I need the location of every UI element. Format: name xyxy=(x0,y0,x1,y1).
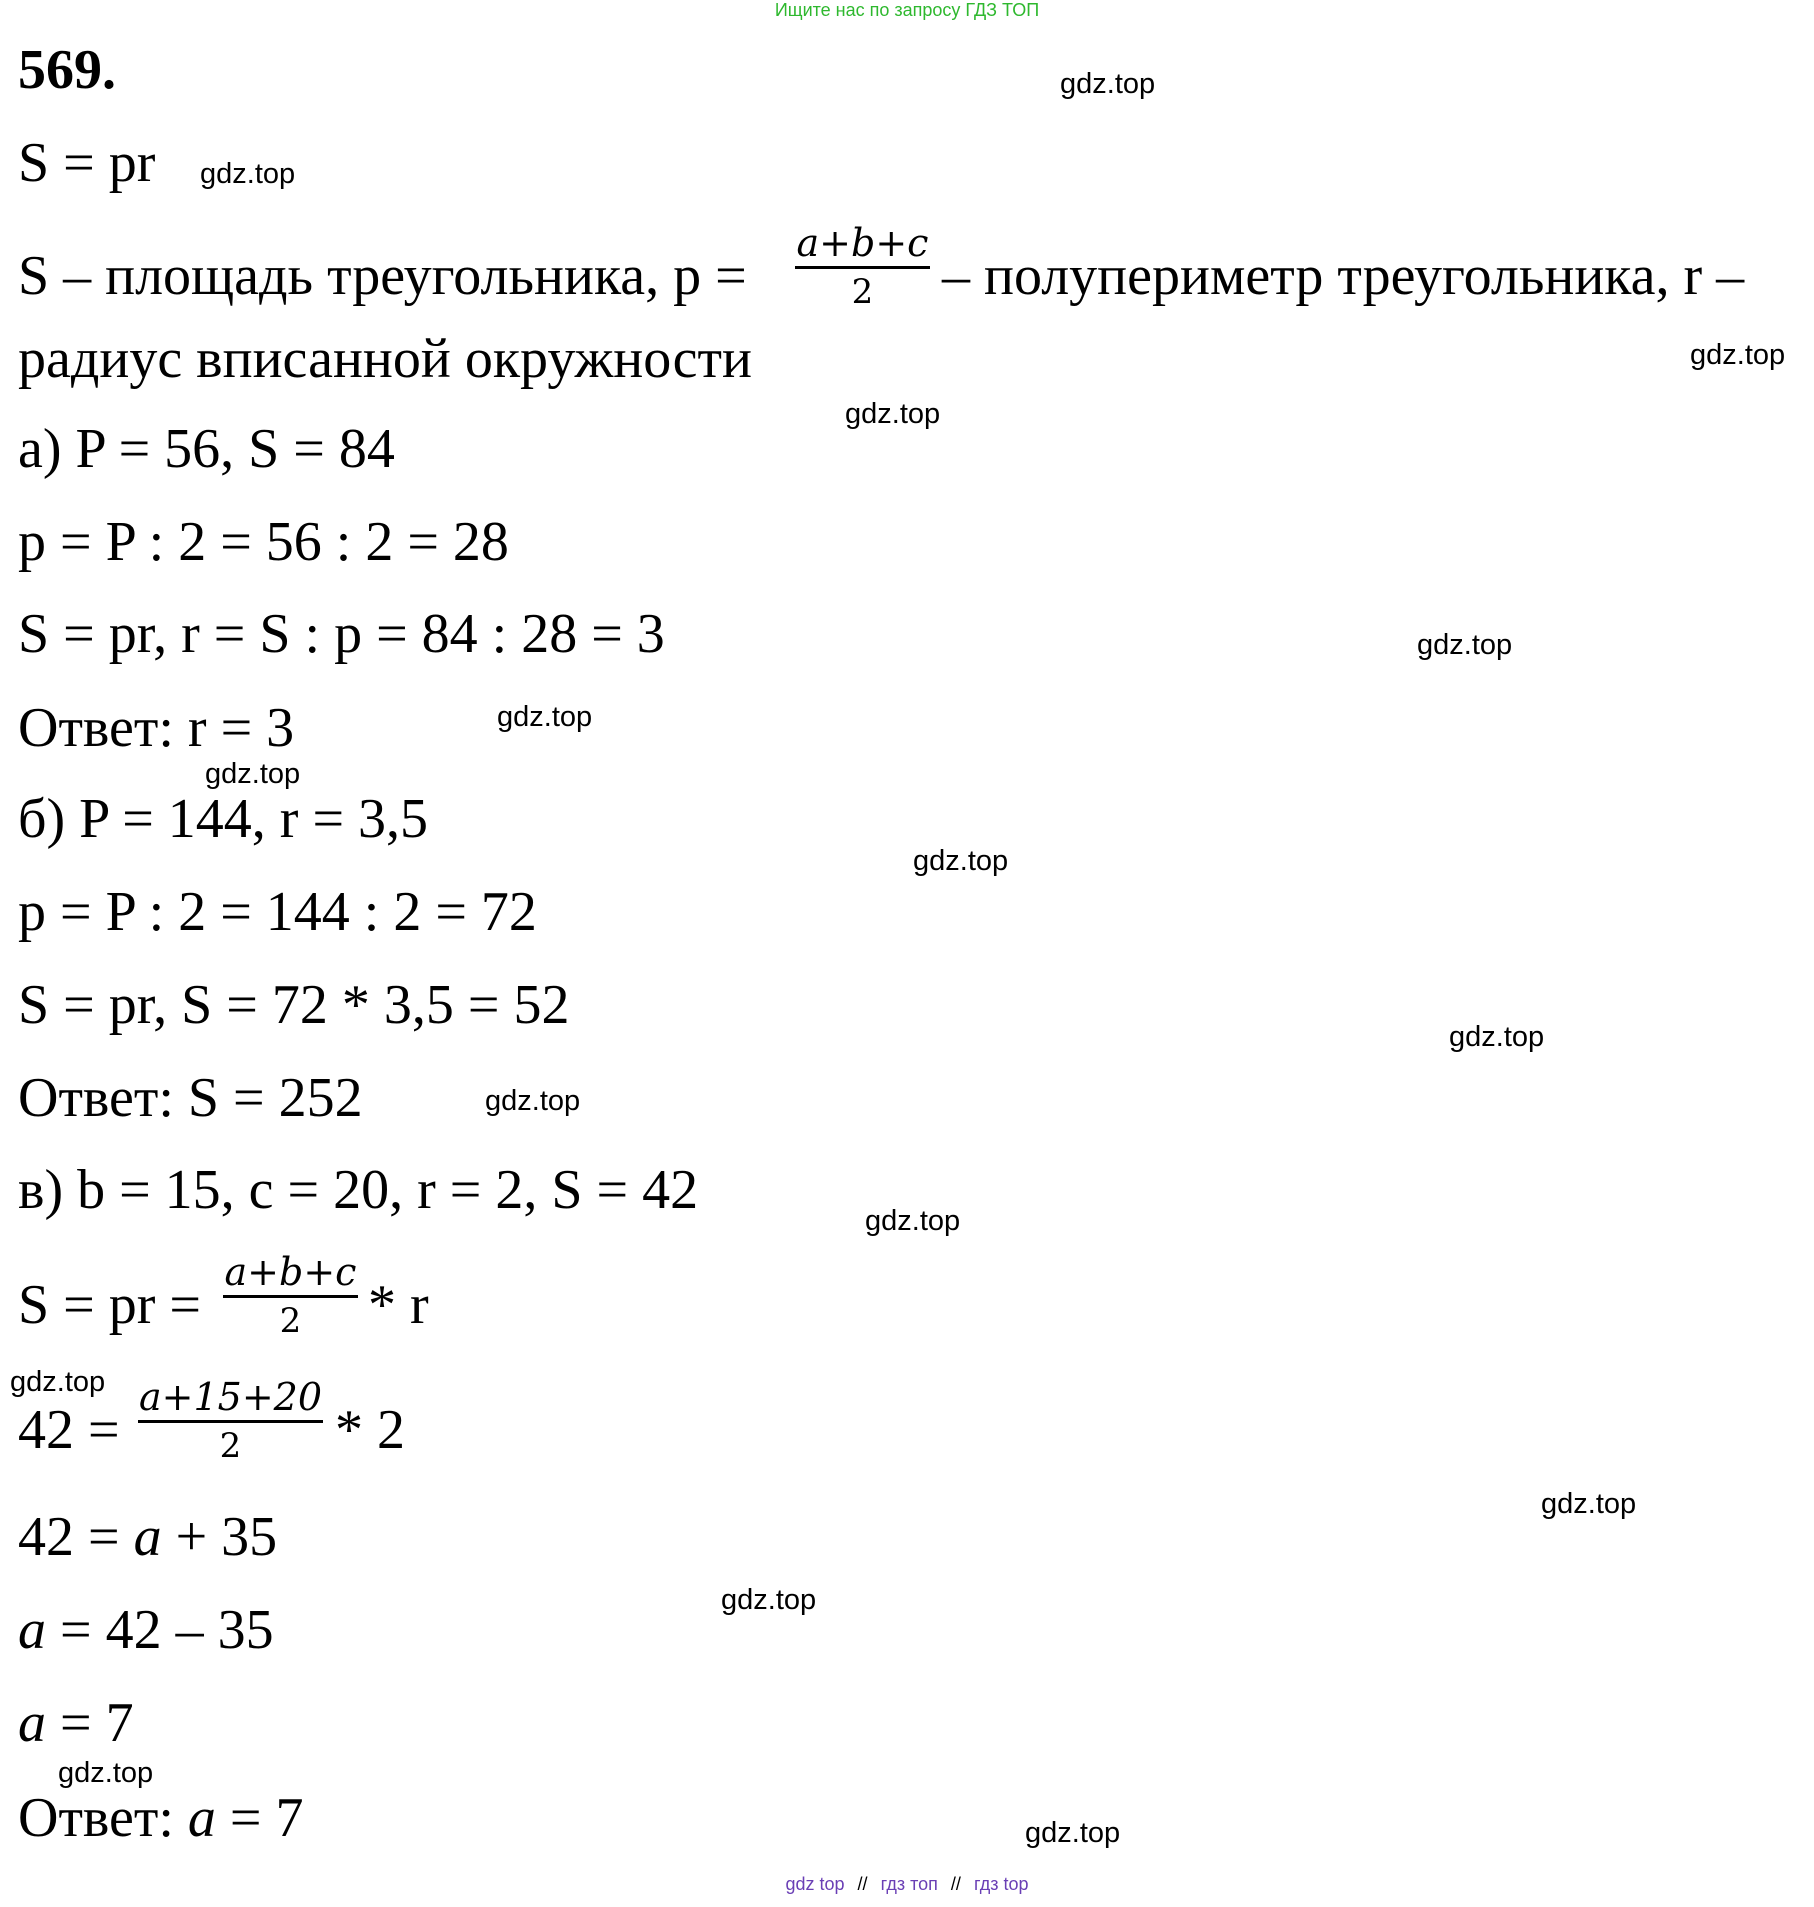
eq4-right: = 42 – 35 xyxy=(60,1599,274,1661)
answer-prefix: Ответ: xyxy=(18,1787,174,1849)
watermark: gdz.top xyxy=(1541,1488,1637,1520)
watermark: gdz.top xyxy=(485,1085,581,1117)
footer-link-gdz-top-ru[interactable]: гдз топ xyxy=(880,1874,938,1894)
area-formula: S = pr xyxy=(18,132,156,194)
part-c-eq5 xyxy=(18,1692,134,1754)
part-c-given: в) b = 15, c = 20, r = 2, S = 42 xyxy=(18,1159,699,1221)
footer-link-gdz-top-mixed[interactable]: гдз top xyxy=(973,1874,1029,1894)
fraction-denominator: 2 xyxy=(851,272,874,312)
part-c-eq2-right: * 2 xyxy=(335,1399,405,1461)
part-c-eq2-left: 42 = xyxy=(18,1399,120,1461)
fraction-numerator: a+b+c xyxy=(796,221,929,265)
part-b-given: б) P = 144, r = 3,5 xyxy=(18,788,429,850)
watermark: gdz.top xyxy=(1449,1021,1545,1053)
part-b-step1: p = P : 2 = 144 : 2 = 72 xyxy=(18,881,537,943)
watermark: gdz.top xyxy=(1417,629,1513,661)
eq3-left: 42 = xyxy=(18,1506,120,1568)
part-c-eq1-right: * r xyxy=(368,1274,429,1336)
fraction-numerator: a+15+20 xyxy=(138,1375,323,1419)
eq5-right: = 7 xyxy=(60,1692,134,1754)
fraction-bar xyxy=(795,266,930,269)
definition-part2: – полупериметр треугольника, r – xyxy=(942,245,1745,307)
part-b-answer: Ответ: S = 252 xyxy=(18,1067,363,1129)
answer-variable: a xyxy=(187,1787,216,1849)
watermark: gdz.top xyxy=(1690,339,1786,371)
footer-links xyxy=(0,1874,1814,1895)
watermark: gdz.top xyxy=(1060,68,1156,100)
watermark: gdz.top xyxy=(721,1584,817,1616)
eq5-variable: a xyxy=(18,1692,46,1754)
part-a-step1: p = P : 2 = 56 : 2 = 28 xyxy=(18,511,509,573)
semiperimeter-fraction xyxy=(795,221,930,312)
fraction-denominator: 2 xyxy=(219,1426,242,1466)
part-a-answer: Ответ: r = 3 xyxy=(18,697,295,759)
watermark: gdz.top xyxy=(497,701,593,733)
fraction-bar xyxy=(223,1295,358,1298)
watermark: gdz.top xyxy=(10,1366,106,1398)
eq4-variable: a xyxy=(18,1599,46,1661)
part-b-step2: S = pr, S = 72 * 3,5 = 52 xyxy=(18,974,570,1036)
part-c-eq2-fraction xyxy=(138,1375,323,1466)
watermark: gdz.top xyxy=(913,845,1009,877)
part-c-eq1-left: S = pr = xyxy=(18,1274,201,1336)
eq3-right: + 35 xyxy=(175,1506,278,1568)
problem-number: 569. xyxy=(18,39,116,101)
fraction-denominator: 2 xyxy=(279,1301,302,1341)
part-c-eq4 xyxy=(18,1599,274,1661)
footer-separator: // xyxy=(950,1874,961,1894)
part-a-step2: S = pr, r = S : p = 84 : 28 = 3 xyxy=(18,603,665,665)
watermark: gdz.top xyxy=(845,398,941,430)
watermark: gdz.top xyxy=(1025,1817,1121,1849)
definition-part1: S – площадь треугольника, p = xyxy=(18,245,747,307)
watermark: gdz.top xyxy=(865,1205,961,1237)
part-a-given: а) P = 56, S = 84 xyxy=(18,418,395,480)
answer-right: = 7 xyxy=(229,1787,304,1849)
footer-separator: // xyxy=(857,1874,868,1894)
watermark: gdz.top xyxy=(58,1757,154,1789)
watermark: gdz.top xyxy=(205,758,301,790)
fraction-bar xyxy=(138,1420,323,1423)
footer-link-gdz-top[interactable]: gdz top xyxy=(785,1874,845,1894)
part-c-answer xyxy=(18,1787,304,1849)
part-c-eq3 xyxy=(18,1506,278,1568)
eq3-variable: a xyxy=(133,1506,162,1568)
watermark: gdz.top xyxy=(200,158,296,190)
fraction-numerator: a+b+c xyxy=(224,1250,357,1294)
definition-line2: радиус вписанной окружности xyxy=(18,328,752,390)
part-c-eq1-fraction xyxy=(223,1250,358,1341)
search-hint-banner: Ищите нас по запросу ГДЗ ТОП xyxy=(774,0,1040,20)
